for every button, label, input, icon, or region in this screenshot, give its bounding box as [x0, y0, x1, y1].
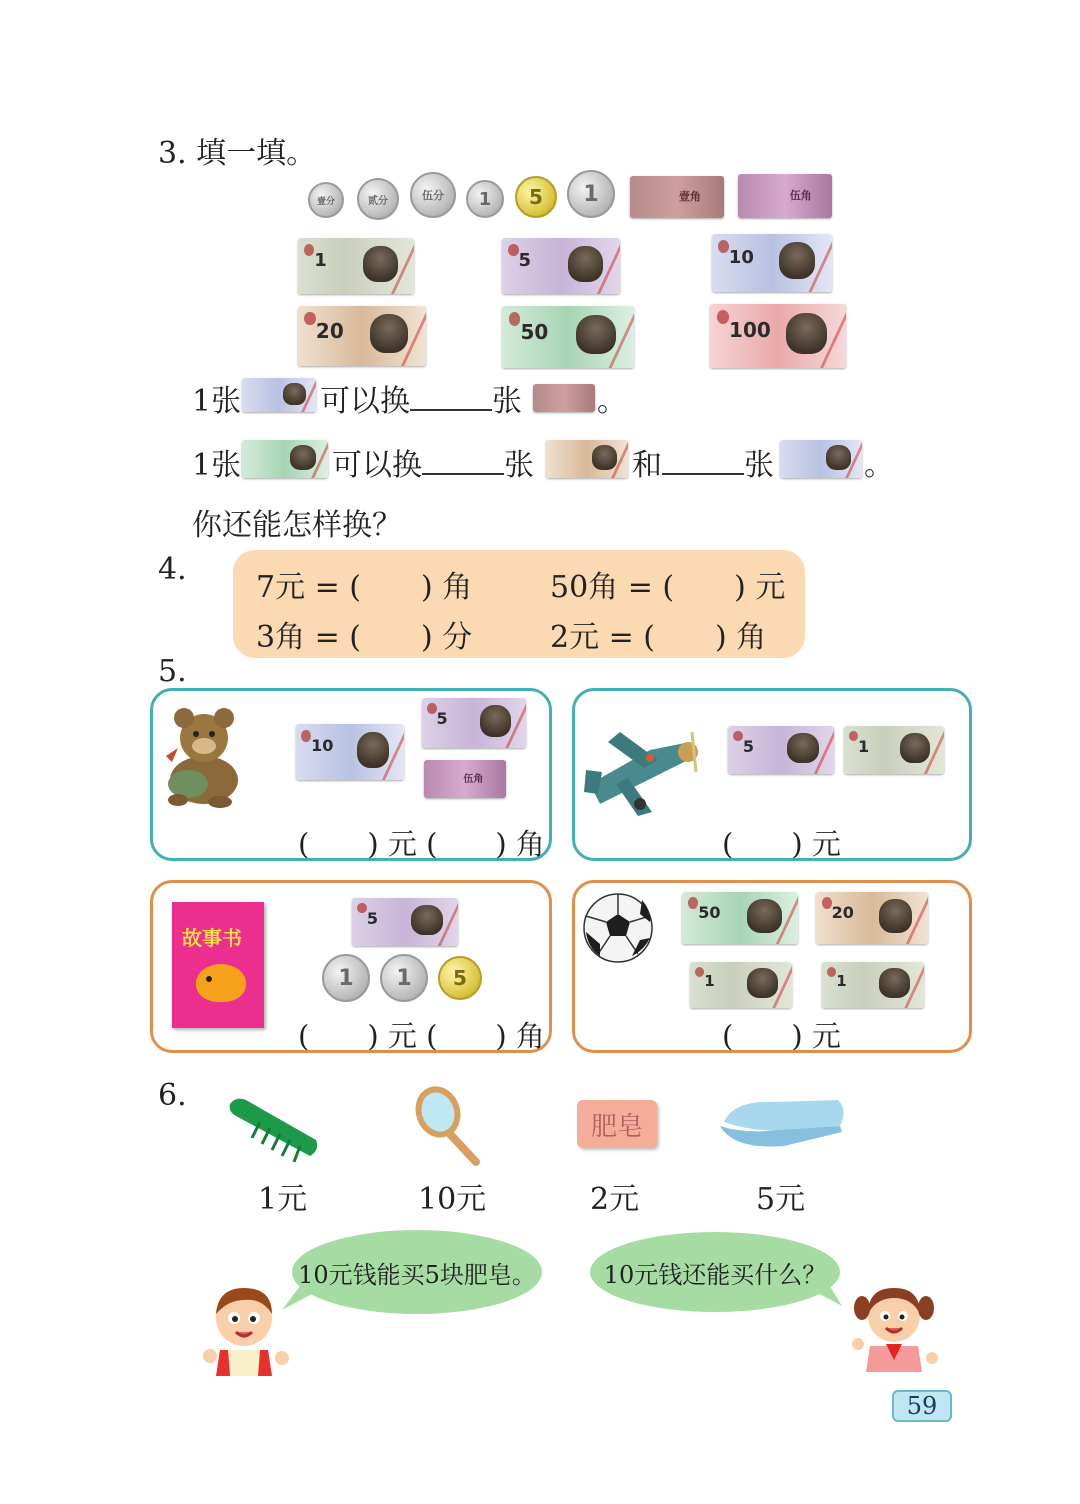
box4-note-1-yuan-a: 1	[690, 962, 792, 1008]
answer-blank[interactable]	[662, 447, 744, 475]
soap-icon: 肥皂	[577, 1100, 657, 1148]
box2-note-1-yuan: 1	[844, 726, 944, 774]
box3-coin-1-yuan-a: 1	[322, 954, 370, 1002]
box3-coin-1-yuan-b: 1	[380, 954, 428, 1002]
note-50-yuan: 50	[502, 306, 634, 368]
q3-line1: 1张	[192, 384, 242, 419]
note-1-yuan: 1	[298, 238, 414, 294]
q4-item-1: 7元 = ( ) 角	[256, 570, 473, 605]
q6-num: 6.	[158, 1078, 187, 1113]
toy-plane-icon	[580, 712, 706, 820]
q3-line2-end: 。	[864, 448, 894, 483]
q5-num: 5.	[158, 654, 187, 689]
teddy-bear-icon	[158, 704, 250, 808]
price-towel: 5元	[756, 1182, 806, 1217]
note-10-yuan: 10	[712, 234, 832, 292]
q3-line2-rest: 可以换 张	[332, 448, 534, 483]
coin-5-jiao: 5	[515, 176, 557, 218]
price-mirror: 10元	[418, 1182, 487, 1217]
box3-note-5-yuan: 5	[352, 898, 458, 946]
speech-bubble-left: 10元钱能买5块肥皂。	[292, 1230, 542, 1314]
hand-mirror-icon	[410, 1082, 482, 1166]
boy-character-icon	[202, 1278, 292, 1376]
story-book-icon: 故事书	[172, 902, 264, 1028]
q3-title: 3. 填一填。	[158, 136, 317, 171]
note-1-jiao: 壹角	[630, 176, 724, 218]
inline-note-50-yuan	[242, 440, 328, 478]
inline-note-10-yuan	[242, 378, 316, 412]
coin-5-fen: 伍分	[410, 172, 456, 218]
answer-blank[interactable]	[422, 447, 504, 475]
comb-icon	[226, 1094, 322, 1166]
note-5-yuan: 5	[502, 238, 620, 294]
towel-icon	[714, 1092, 848, 1156]
page-number: 59	[892, 1390, 952, 1422]
speech-bubble-right: 10元钱还能买什么？	[590, 1232, 840, 1312]
box3-answer: ( ) 元 ( ) 角	[298, 1019, 545, 1053]
coin-2-fen: 贰分	[357, 178, 399, 220]
q3-line1-rest: 可以换 张	[320, 384, 522, 419]
inline-note-1-jiao	[533, 384, 595, 412]
q4-num: 4.	[158, 552, 187, 587]
inline-note-20-yuan	[546, 440, 628, 478]
box1-note-5-jiao: 伍角	[424, 760, 506, 798]
coin-1-jiao: 1	[466, 180, 504, 218]
box2-answer: ( ) 元	[722, 827, 841, 861]
q3-line2-and: 和 张	[632, 448, 774, 483]
note-5-jiao: 伍角	[738, 174, 832, 218]
q3-line2: 1张	[192, 448, 242, 483]
box2-note-5-yuan: 5	[728, 726, 834, 774]
box1-note-10-yuan: 10	[296, 724, 404, 780]
note-100-yuan: 100	[710, 304, 846, 368]
q4-item-2: 50角 = ( ) 元	[550, 570, 786, 605]
price-comb: 1元	[258, 1182, 308, 1217]
q4-item-4: 2元 = ( ) 角	[550, 620, 767, 655]
girl-character-icon	[852, 1280, 938, 1372]
box3-coin-5-jiao: 5	[438, 956, 482, 1000]
q3-line3: 你还能怎样换？	[192, 508, 402, 543]
q4-item-3: 3角 = ( ) 分	[256, 620, 473, 655]
box4-note-20-yuan: 20	[816, 892, 928, 944]
box4-note-1-yuan-b: 1	[822, 962, 924, 1008]
coin-1-yuan: 1	[567, 170, 615, 218]
coin-1-fen: 壹分	[308, 182, 344, 218]
price-soap: 2元	[590, 1182, 640, 1217]
box4-note-50-yuan: 50	[682, 892, 798, 944]
box1-note-5-yuan: 5	[422, 698, 526, 748]
box4-answer: ( ) 元	[722, 1019, 841, 1053]
inline-note-10-yuan-b	[780, 440, 862, 478]
answer-blank[interactable]	[410, 383, 492, 411]
soccer-ball-icon	[582, 892, 654, 964]
box1-answer: ( ) 元 ( ) 角	[298, 827, 545, 861]
note-20-yuan: 20	[298, 306, 426, 366]
q3-line1-end: 。	[597, 384, 627, 419]
